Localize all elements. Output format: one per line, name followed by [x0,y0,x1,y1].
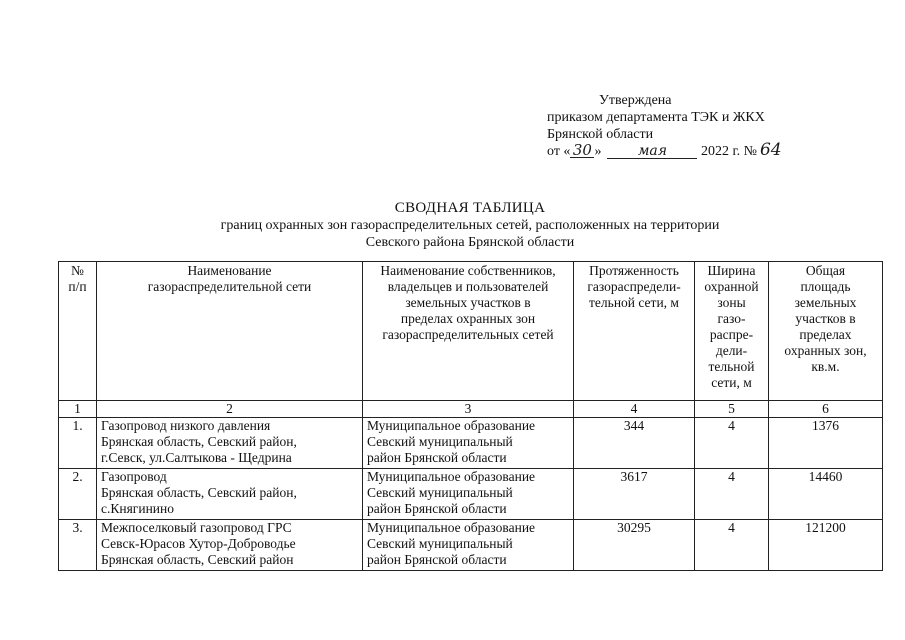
row-index: 2. [59,469,97,520]
row-area: 121200 [769,520,883,571]
row-length: 344 [574,418,695,469]
column-number-row [59,401,883,418]
approval-day: 30 [570,143,594,158]
row-owner: Муниципальное образование Севский муниципальный район Брянской области [363,520,574,571]
header-area: Общая площадь земельных участков в пределах охранных зон, кв.м. [769,262,883,401]
approval-block [547,92,782,160]
row-length: 3617 [574,469,695,520]
row-area: 1376 [769,418,883,469]
row-area: 14460 [769,469,883,520]
header-network-name: Наименование газораспределительной сети [97,262,363,401]
row-width: 4 [695,469,769,520]
summary-table [58,261,883,571]
row-width: 4 [695,520,769,571]
table-header-row [59,262,883,401]
header-width: Ширина охранной зоны газо- распре- дели- тельной сети, м [695,262,769,401]
table-row [59,469,883,520]
document-title [60,200,880,251]
header-index: № п/п [59,262,97,401]
row-owner: Муниципальное образование Севский муниципальный район Брянской области [363,418,574,469]
column-number: 1 [59,401,97,418]
approval-number: 64 [759,140,782,160]
column-number: 2 [97,401,363,418]
approval-from: от « [547,144,571,159]
approval-close-quote: » [594,144,602,159]
column-number: 5 [695,401,769,418]
title-main: СВОДНАЯ ТАБЛИЦА [394,200,546,216]
row-network-name: Межпоселковый газопровод ГРС Севск-Юрасов Хутор-Доброводье Брянская область, Севский район [97,520,363,571]
row-network-name: Газопровод Брянская область, Севский район, с.Княгинино [97,469,363,520]
row-network-name: Газопровод низкого давления Брянская область, Севский район, г.Севск, ул.Салтыкова - Щедрина [97,418,363,469]
row-owner: Муниципальное образование Севский муниципальный район Брянской области [363,469,574,520]
row-index: 1. [59,418,97,469]
column-number: 4 [574,401,695,418]
title-subtitle: границ охранных зон газораспределительных сетей, расположенных на территории [220,218,720,233]
approval-title: Утверждена [599,93,672,108]
approval-month: мая [607,144,697,159]
title-district: Севского района Брянской области [365,235,575,250]
row-width: 4 [695,418,769,469]
header-length: Протяженность газораспредели- тельной сети, м [574,262,695,401]
table-row [59,520,883,571]
row-index: 3. [59,520,97,571]
table-row [59,418,883,469]
row-length: 30295 [574,520,695,571]
column-number: 6 [769,401,883,418]
header-owners: Наименование собственников, владельцев и пользователей земельных участков в пределах охранных зон газораспределительных сетей [363,262,574,401]
approval-region: Брянской области [547,127,654,142]
approval-order: приказом департамента ТЭК и ЖКХ [547,110,765,125]
approval-year: 2022 г. № [697,144,757,159]
column-number: 3 [363,401,574,418]
approval-date-line [547,140,782,160]
